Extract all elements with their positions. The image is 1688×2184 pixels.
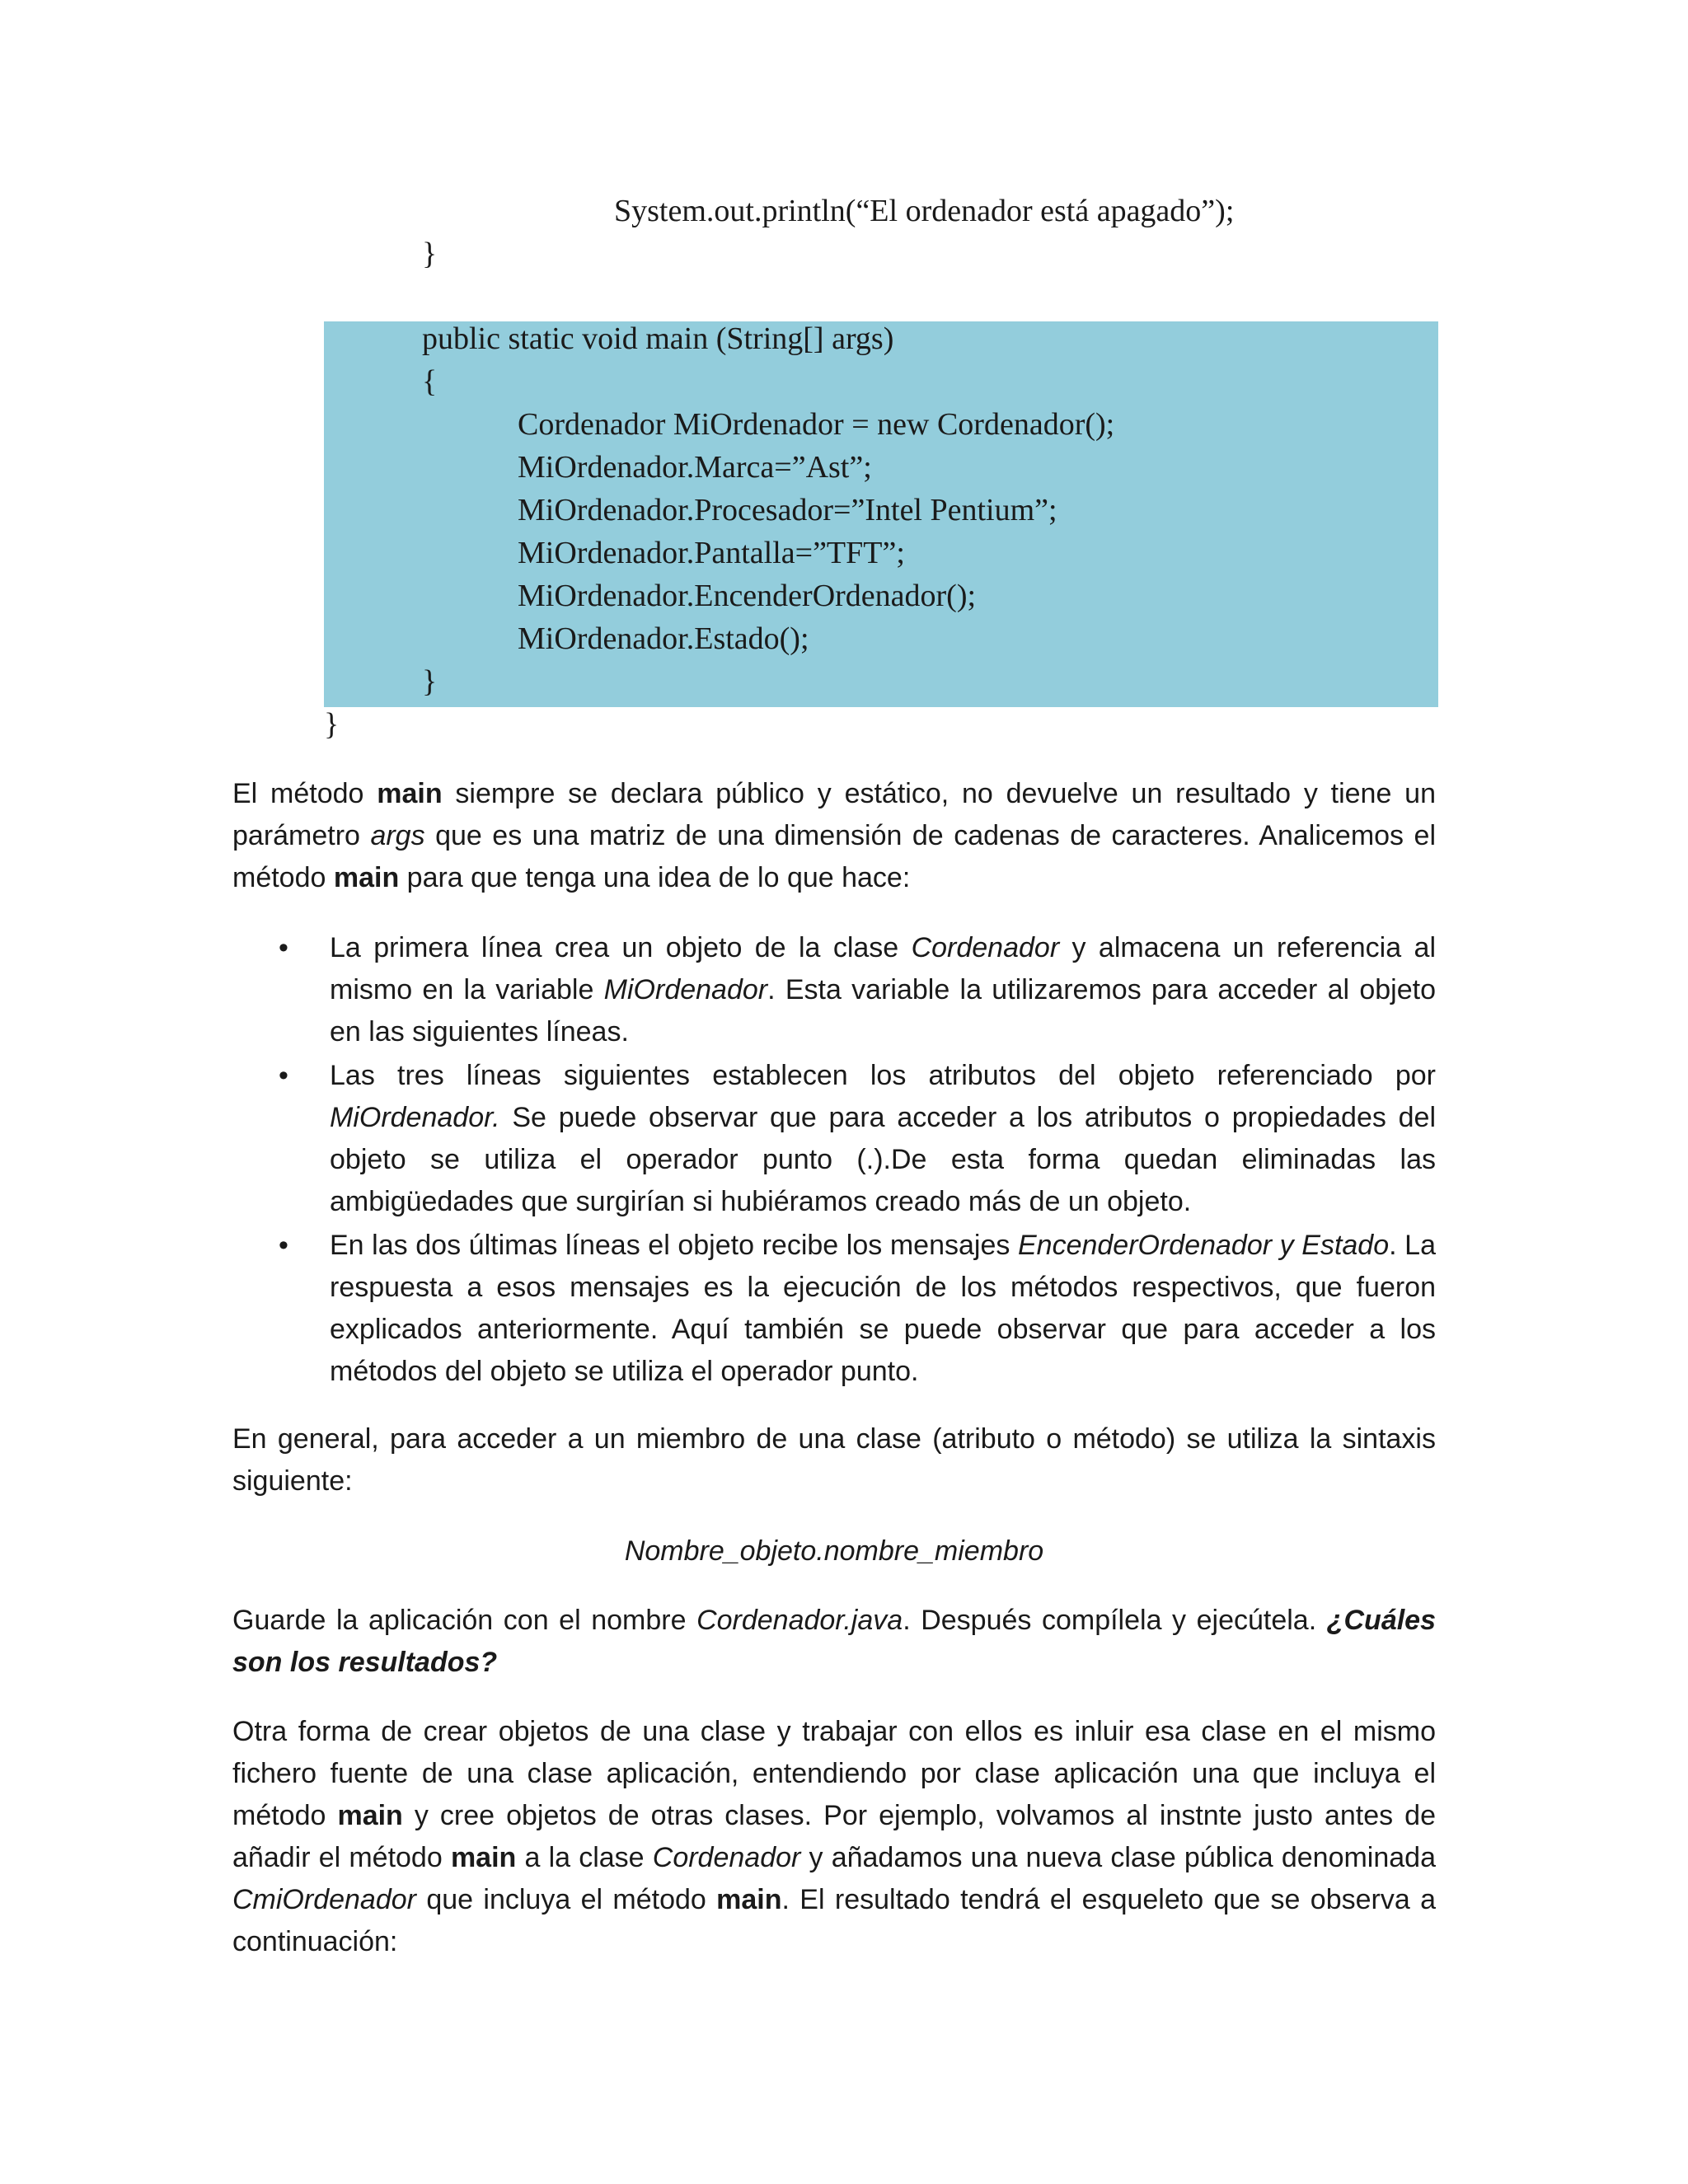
text-segment: para que tenga una idea de lo que hace:: [399, 862, 911, 893]
bullet-icon: •: [279, 1060, 288, 1091]
text-italic: Cordenador.java: [696, 1605, 903, 1636]
text-segment: . La respuesta a esos mensajes es la ejecución de los métodos respectivos, que fueron explicados anteriormente. Aquí también se puede observar que para acceder a los métodos del objeto se utiliza el operador punto.: [330, 1230, 1437, 1387]
text-segment: Otra forma de crear objetos de una clase y trabajar con ellos es inluir esa clase en el mismo fichero fuente de una clase aplicación, entendiendo por clase aplicación una que incluya el método: [232, 1716, 1436, 1831]
text-italic: args: [370, 820, 425, 851]
paragraph-save-app: [232, 1600, 1436, 1684]
text-segment: y almacena un referencia al mismo en la variable: [330, 932, 1436, 1005]
text-italic: MiOrdenador.: [330, 1102, 500, 1133]
text-bold: main: [337, 1800, 403, 1831]
code-main-line: Cordenador MiOrdenador = new Cordenador();: [518, 407, 1115, 442]
text-segment: . El resultado tendrá el esqueleto que se observa a continuación:: [232, 1884, 1437, 1957]
text-segment: siempre se declara público y estático, no devuelve un resultado y tiene un parámetro: [232, 778, 1437, 851]
list-item: [232, 927, 1436, 1053]
code-main-open-brace: {: [422, 364, 438, 399]
text-segment: a la clase: [516, 1842, 653, 1873]
paragraph-access-syntax: En general, para acceder a un miembro de una clase (atributo o método) se utiliza la sintaxis siguiente:: [232, 1423, 1436, 1497]
text-bold: main: [450, 1842, 517, 1873]
text-italic: Cordenador: [911, 932, 1060, 963]
text-segment: La primera línea crea un objeto de la clase: [330, 932, 912, 963]
list-item: [232, 1225, 1436, 1393]
code-main-line: MiOrdenador.Estado();: [518, 621, 809, 656]
text-segment: y añadamos una nueva clase pública denominada: [800, 1842, 1436, 1873]
text-bold: main: [716, 1884, 782, 1915]
text-bold: main: [333, 862, 400, 893]
text-segment: Guarde la aplicación con el nombre: [232, 1605, 697, 1636]
text-italic: CmiOrdenador: [232, 1884, 416, 1915]
text-segment: que incluya el método: [415, 1884, 717, 1915]
paragraph-other-approach: [232, 1711, 1436, 1963]
paragraph-main-method: [232, 773, 1436, 899]
text-segment: En las dos últimas líneas el objeto recibe los mensajes: [330, 1230, 1018, 1261]
text-italic: ¿Cuáles son los resultados?: [232, 1605, 1436, 1678]
text-segment: Se puede observar que para acceder a los atributos o propiedades del objeto se utiliza el operador punto (.).De esta forma quedan eliminadas las ambigüedades que surgirían si hubiéramos creado más de un objeto.: [330, 1102, 1436, 1217]
syntax-example: Nombre_objeto.nombre_miembro: [624, 1535, 1044, 1567]
text-segment: . Esta variable la utilizaremos para acceder al objeto en las siguientes líneas.: [330, 974, 1437, 1047]
text-italic: Cordenador: [652, 1842, 801, 1873]
code-main-line: MiOrdenador.EncenderOrdenador();: [518, 579, 977, 613]
text-segment: . Después compílela y ejecútela.: [903, 1605, 1327, 1636]
code-main-signature: public static void main (String[] args): [422, 321, 894, 356]
list-item: [232, 1055, 1436, 1223]
bullet-icon: •: [279, 932, 288, 963]
bullet-icon: •: [279, 1230, 288, 1261]
code-println-line: System.out.println(“El ordenador está apagado”);: [614, 194, 1235, 228]
text-italic: MiOrdenador: [603, 974, 768, 1005]
text-segment: que es una matriz de una dimensión de cadenas de caracteres. Analicemos el método: [232, 820, 1437, 893]
bullet-list: [232, 927, 1436, 1394]
code-method-close-brace: }: [422, 237, 438, 271]
text-segment: El método: [232, 778, 377, 809]
text-italic: EncenderOrdenador y Estado: [1017, 1230, 1390, 1261]
code-main-line: MiOrdenador.Pantalla=”TFT”;: [518, 536, 905, 570]
text-bold: main: [377, 778, 443, 809]
code-main-line: MiOrdenador.Procesador=”Intel Pentium”;: [518, 493, 1057, 527]
code-class-close-brace: }: [324, 707, 340, 742]
text-segment: Las tres líneas siguientes establecen los atributos del objeto referenciado por: [330, 1060, 1436, 1091]
code-main-line: MiOrdenador.Marca=”Ast”;: [518, 450, 872, 485]
text-segment: y cree objetos de otras clases. Por ejemplo, volvamos al instnte justo antes de añadir el método: [232, 1800, 1436, 1873]
code-main-close-brace: }: [422, 664, 438, 699]
